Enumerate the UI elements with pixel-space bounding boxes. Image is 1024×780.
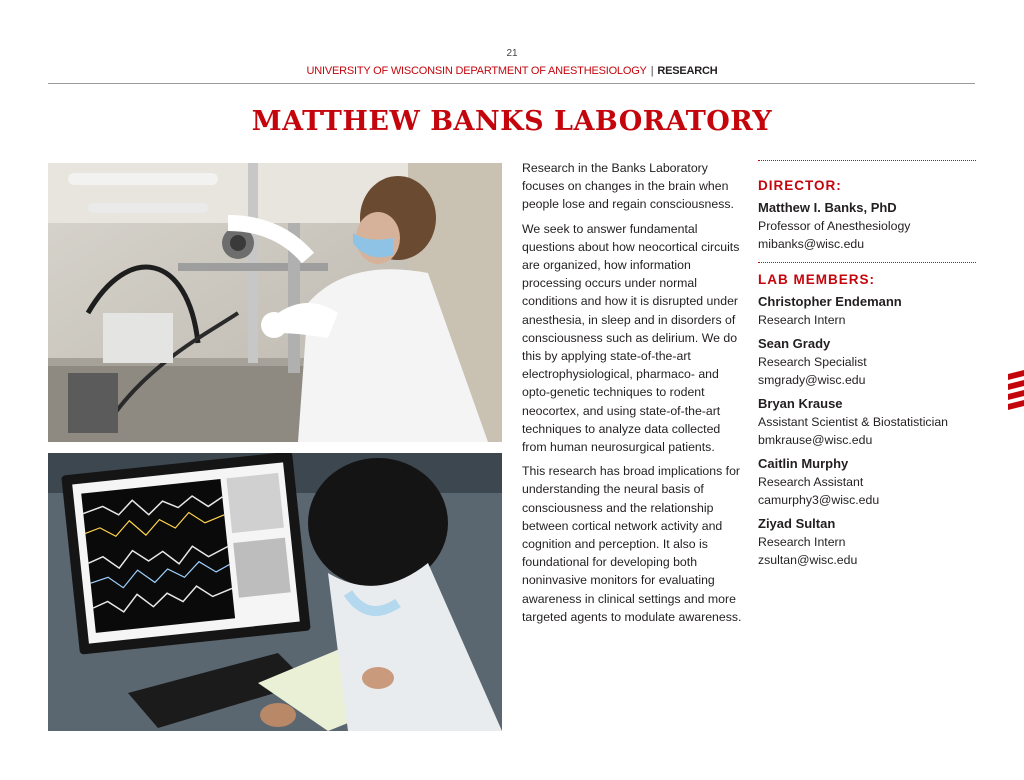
chapter-tab-icon xyxy=(1008,370,1024,410)
lab-member-grady xyxy=(758,335,976,389)
lab-members-heading: LAB MEMBERS: xyxy=(758,272,875,287)
chapter-tab-stripes xyxy=(1008,370,1024,410)
sidebar-rule-top xyxy=(758,160,976,161)
member-email[interactable]: smgrady@wisc.edu xyxy=(758,373,866,387)
director-name: Matthew I. Banks, PhD xyxy=(758,200,897,215)
member-role: Assistant Scientist & Biostatistician xyxy=(758,415,948,429)
member-name: Caitlin Murphy xyxy=(758,456,849,471)
member-name: Ziyad Sultan xyxy=(758,516,836,531)
director-email[interactable]: mibanks@wisc.edu xyxy=(758,237,865,251)
director-heading: DIRECTOR: xyxy=(758,178,842,193)
header-separator: | xyxy=(650,65,654,77)
lab-member-krause xyxy=(758,395,976,449)
lab-photo-monitor xyxy=(48,453,502,731)
body-text xyxy=(522,159,744,632)
staff-sidebar xyxy=(758,160,976,569)
department-name: UNIVERSITY OF WISCONSIN DEPARTMENT OF ANESTHESIOLOGY xyxy=(306,65,647,77)
body-paragraph: Research in the Banks Laboratory focuses on changes in the brain when people lose and regain consciousness. xyxy=(522,161,734,212)
lab-member-sultan xyxy=(758,515,976,569)
sidebar-rule-middle xyxy=(758,262,976,263)
page-number: 21 xyxy=(506,48,518,59)
member-role: Research Intern xyxy=(758,535,846,549)
body-paragraph: We seek to answer fundamental questions about how neocortical circuits are organized, how information processing occurs under normal conditions and how it is disrupted under anesthesia, in sleep and in disorders of consciousness such as delirium. We do this by applying state-of-the-art electrophysiological, pharmaco- and opto-genetic techniques to rodent neocortex, and using state-of-the-art techniques to analyze data collected from human neurosurgical patients. xyxy=(522,221,740,455)
lab-photo-researcher-illustration xyxy=(48,163,502,442)
member-name: Sean Grady xyxy=(758,336,831,351)
member-role: Research Assistant xyxy=(758,475,864,489)
lab-photo-researcher xyxy=(48,163,502,442)
member-email[interactable]: camurphy3@wisc.edu xyxy=(758,493,880,507)
body-paragraph: This research has broad implications for understanding the neural basis of consciousness and the relationship between cortical network activity and cognition and perception. It also is foundational for developing both noninvasive monitors for evaluating awareness in clinical settings and more targeted agents to modulate awareness. xyxy=(522,464,742,624)
section-name: RESEARCH xyxy=(657,65,718,77)
member-email[interactable]: bmkrause@wisc.edu xyxy=(758,433,873,447)
director-entry xyxy=(758,199,976,253)
lab-photo-monitor-illustration xyxy=(48,453,502,731)
member-email[interactable]: zsultan@wisc.edu xyxy=(758,553,858,567)
director-role: Professor of Anesthesiology xyxy=(758,219,911,233)
running-header xyxy=(0,65,1024,77)
member-name: Bryan Krause xyxy=(758,396,843,411)
member-name: Christopher Endemann xyxy=(758,294,902,309)
lab-member-murphy xyxy=(758,455,976,509)
member-role: Research Intern xyxy=(758,313,846,327)
page-title: MATTHEW BANKS LABORATORY xyxy=(251,106,773,137)
lab-member-endemann xyxy=(758,293,976,329)
header-rule xyxy=(48,83,975,84)
member-role: Research Specialist xyxy=(758,355,867,369)
